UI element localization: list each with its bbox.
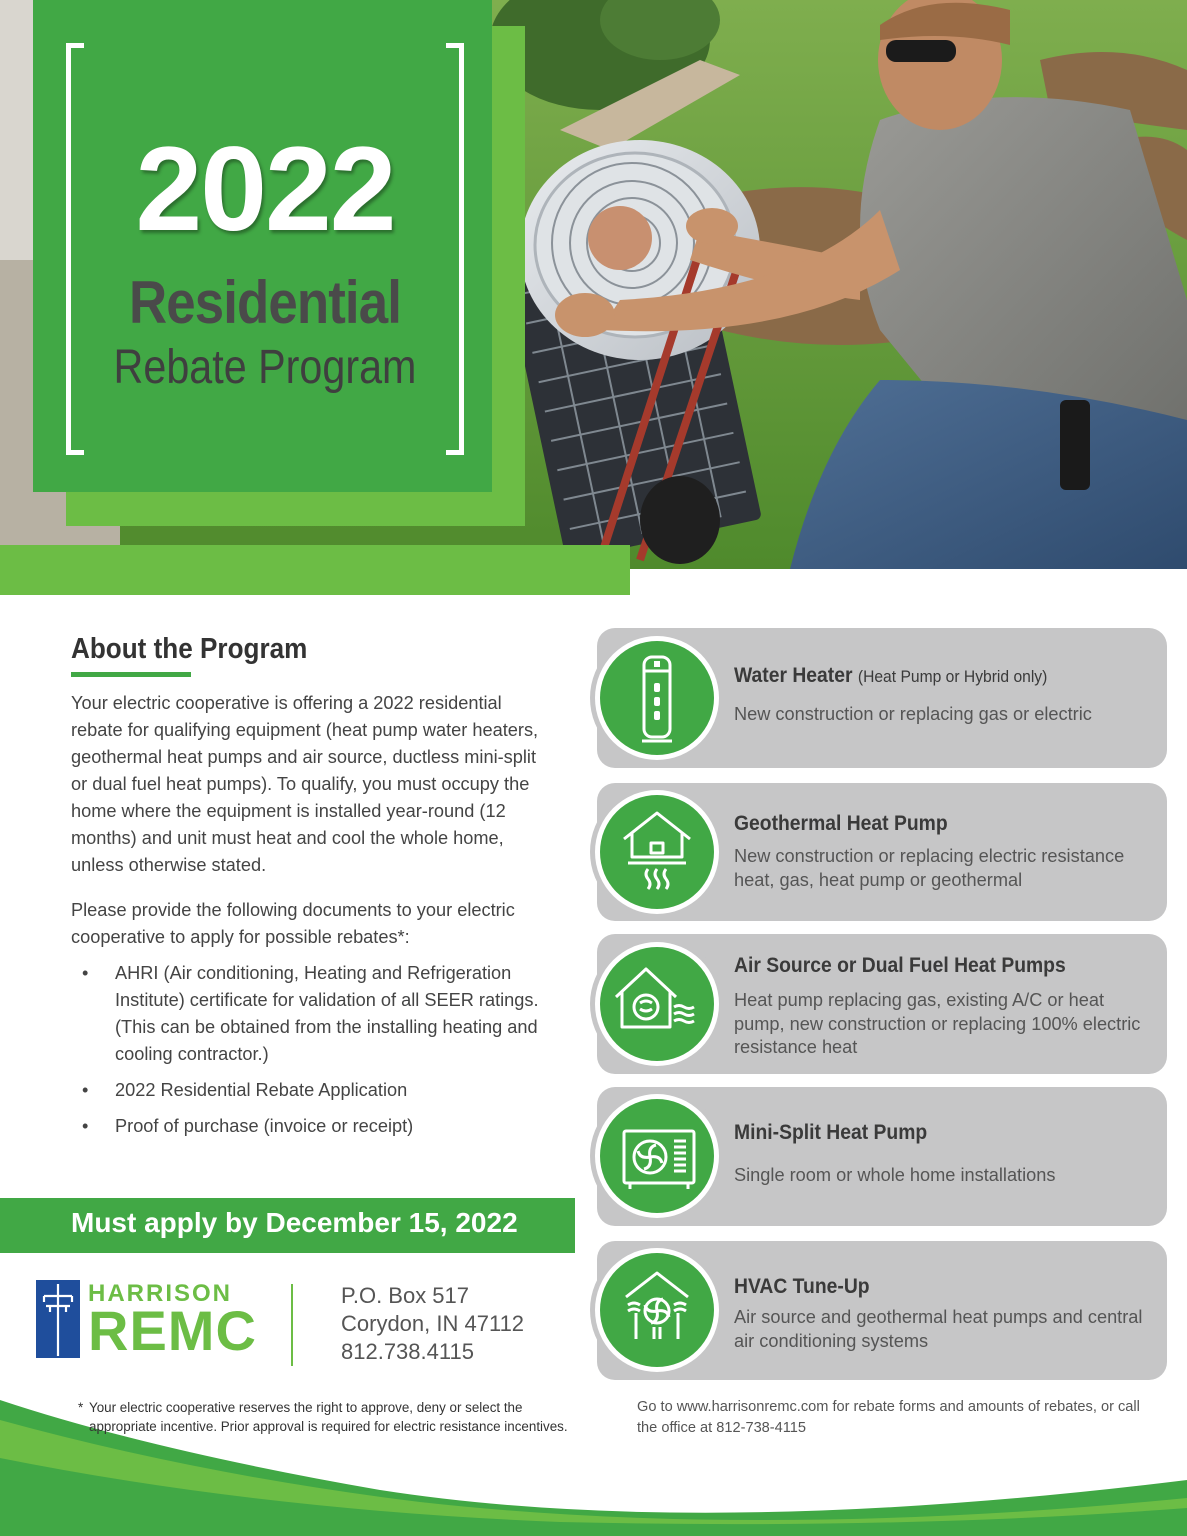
list-item (71, 1113, 551, 1140)
rebate-title-water-heater (734, 664, 1047, 688)
list-item-text: AHRI (Air conditioning, Heating and Refrigeration Institute) certificate for validation of all SEER ratings. (This can be obtained from the installing heating and cooling contractor.) (115, 963, 539, 1064)
rebate-desc-air-source: Heat pump replacing gas, existing A/C or heat pump, new construction or replacing 100% electric resistance heat (734, 990, 1141, 1057)
bullet-marker: • (82, 963, 89, 983)
about-paragraph-2: Please provide the following documents to your electric cooperative to apply for possible rebates*: (71, 900, 515, 947)
bullet-marker: • (82, 1116, 89, 1136)
about-heading-underline (71, 672, 191, 677)
rebate-title-geothermal: Geothermal Heat Pump (734, 812, 948, 835)
about-heading: About the Program (71, 633, 308, 665)
address-po-box: P.O. Box 517 (341, 1283, 470, 1308)
address-phone: 812.738.4115 (341, 1339, 474, 1364)
logo-harrison-text: HARRISON (88, 1280, 233, 1307)
list-item (71, 1077, 551, 1104)
title-residential: Residential (128, 269, 402, 336)
rebate-desc-mini-split: Single room or whole home installations (734, 1165, 1056, 1185)
footnote-star: * (78, 1400, 84, 1415)
list-item-text: Proof of purchase (invoice or receipt) (115, 1116, 414, 1136)
air-source-house-icon (600, 947, 714, 1061)
rebate-desc-geothermal: New construction or replacing electric resistance heat, gas, heat pump or geothermal (734, 846, 1125, 890)
logo-divider (291, 1284, 293, 1366)
bullet-marker: • (82, 1080, 89, 1100)
geothermal-house-icon (600, 795, 714, 909)
water-heater-icon (600, 641, 714, 755)
footnote-disclaimer (78, 1398, 578, 1436)
rebate-desc-hvac-tune-up: Air source and geothermal heat pumps and central air conditioning systems (734, 1307, 1143, 1351)
list-item (71, 960, 551, 1068)
about-paragraph-1: Your electric cooperative is offering a 2022 residential rebate for qualifying equipment (heat pump water heaters, geothermal heat pumps and air source, ductless mini-split or dual fuel heat pumps). To qualify, you must occupy the home where the equipment is installed year-round (12 months) and unit must heat and cool the whole home, unless otherwise stated. (71, 693, 539, 875)
rebate-title-text: Water Heater (734, 664, 853, 687)
document-list (71, 960, 551, 1149)
deadline-text: Must apply by December 15, 2022 (71, 1207, 518, 1238)
logo-remc-text: REMC (88, 1299, 257, 1362)
rebate-title-mini-split: Mini-Split Heat Pump (734, 1121, 928, 1144)
rebate-title-hvac-tune-up: HVAC Tune-Up (734, 1275, 870, 1298)
address-city: Corydon, IN 47112 (341, 1311, 525, 1336)
list-item-text: 2022 Residential Rebate Application (115, 1080, 408, 1100)
rebate-title-air-source: Air Source or Dual Fuel Heat Pumps (734, 954, 1066, 977)
rebate-desc-water-heater: New construction or replacing gas or electric (734, 704, 1092, 724)
hvac-fan-house-icon (600, 1253, 714, 1367)
rebate-subtitle-text: (Heat Pump or Hybrid only) (857, 667, 1048, 686)
hero-green-band (0, 545, 630, 595)
title-rebate-program: Rebate Program (113, 341, 417, 394)
title-year: 2022 (135, 122, 395, 256)
footnote-text: Your electric cooperative reserves the right to approve, deny or select the appropriate incentive. Prior approval is required for electric resistance incentives. (89, 1400, 568, 1434)
website-note: Go to www.harrisonremc.com for rebate forms and amounts of rebates, or call the office at 812-738-4115 (637, 1399, 1140, 1436)
mini-split-unit-icon (600, 1099, 714, 1213)
